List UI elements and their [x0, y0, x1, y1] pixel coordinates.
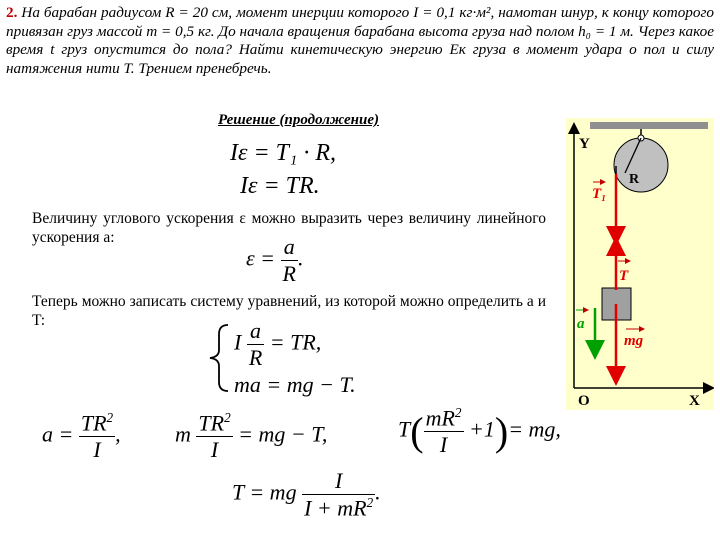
formula-tension-result: T = mg $\frac{I}{I + mR^2}$ .: [232, 468, 381, 521]
problem-text: На барабан радиусом R = 20 см, момент инерции которого I = 0,1 кг·м², намотан шнур, к концу которого привязан груз массой m = 0,5 кг. До начала вращения барабана высота груза над полом h₀ = 1 м. Через какое время t груз опустится до пола? Найти кинетическую энергию Eк груза в момент удара о пол и силу натяжения нити T. Трением пренебречь.: [6, 4, 714, 77]
drum: [614, 138, 668, 192]
system-eq-2: ma = mg − T.: [234, 372, 356, 397]
formula-a: a = $\frac{TR^2}{I}$ ,: [42, 410, 121, 463]
problem-number: 2.: [6, 4, 18, 21]
label-y: Y: [579, 136, 590, 152]
paragraph-angular-acceleration: Величину углового ускорения ε можно выразить через величину линейного ускорения a:: [32, 210, 546, 246]
label-a: a: [577, 316, 585, 332]
ceiling: [590, 122, 708, 129]
problem-statement: [6, 4, 714, 78]
label-t1: T₁: [592, 186, 607, 202]
solution-heading: Решение (продолжение): [218, 112, 379, 128]
label-mg: mg: [624, 333, 644, 349]
formula-tension-1: m $\frac{TR^2}{I}$ = mg − T,: [175, 410, 328, 463]
formula-tension-2: T( $\frac{mR^2}{I}$ +1)= mg,: [398, 405, 561, 458]
equation-1: Iε = T₁ · R,: [230, 140, 336, 166]
drum-diagram: [566, 118, 714, 410]
system-brace: [206, 322, 232, 394]
equation-2: Iε = TR.: [240, 173, 320, 199]
system-eq-1: I $\frac{a}{R}$ = TR,: [234, 318, 322, 370]
paragraph-system: Теперь можно записать систему уравнений, из которой можно определить a и T:: [32, 293, 546, 329]
formula-epsilon: ε = $\frac{a}{R}$ .: [246, 234, 304, 286]
label-t: T: [619, 268, 629, 284]
label-x: X: [689, 393, 700, 409]
label-r: R: [629, 172, 640, 187]
label-o: O: [578, 393, 590, 409]
